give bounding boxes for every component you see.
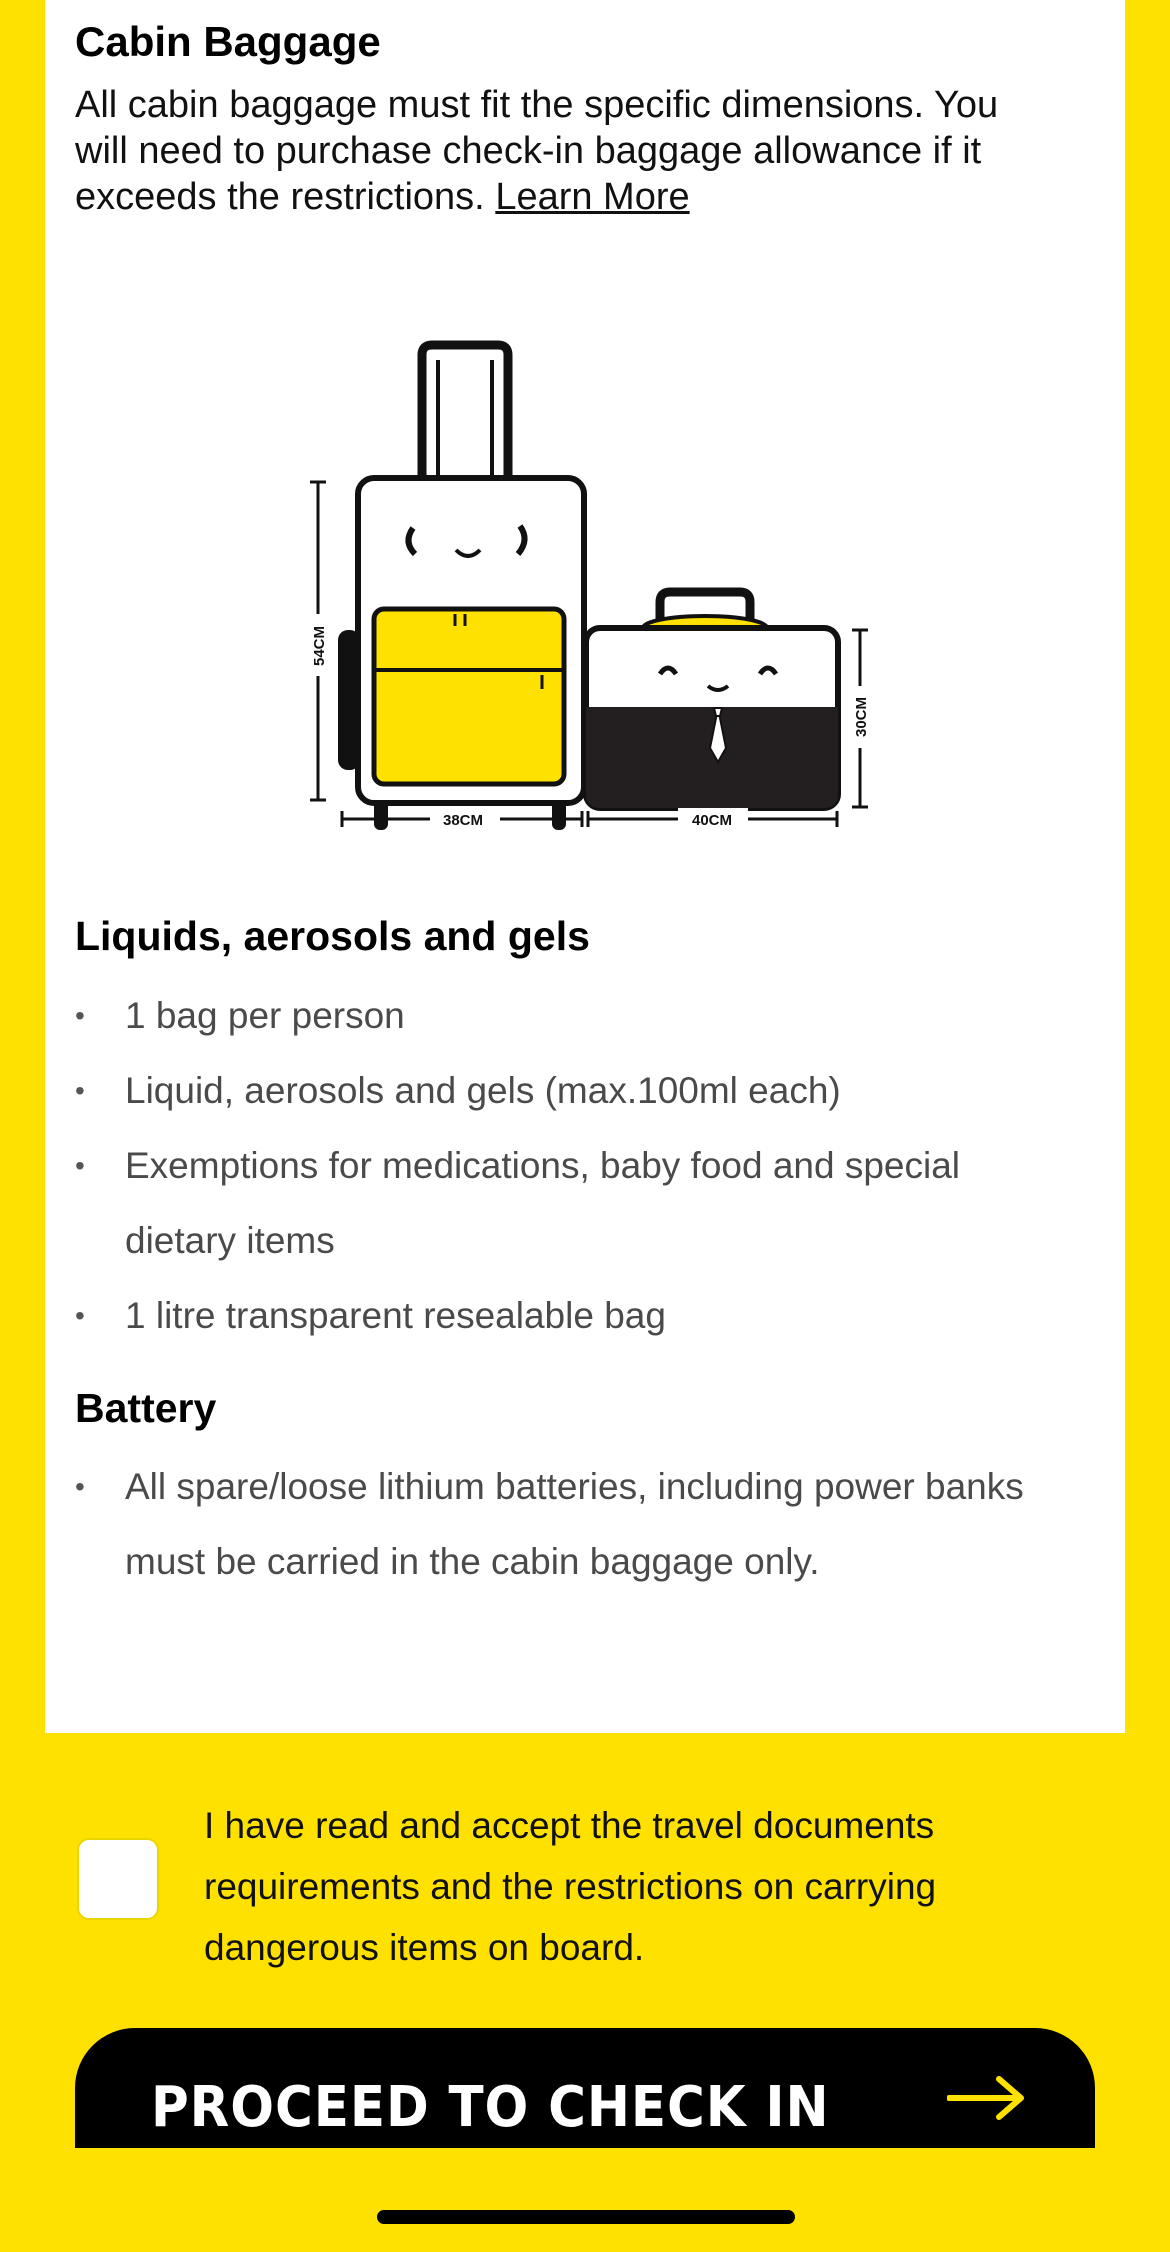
arrow-right-icon [947, 2076, 1025, 2120]
proceed-label: PROCEED TO CHECK IN [151, 2075, 830, 2140]
cabin-baggage-text: All cabin baggage must fit the specific dimensions. You will need to purchase check-in baggage allowance if it exceeds the restrictions. [75, 84, 999, 218]
trolley-suitcase-icon [306, 345, 584, 830]
list-item: • Exemptions for medications, baby food and special dietary items [75, 1128, 1005, 1278]
learn-more-link[interactable]: Learn More [495, 176, 690, 218]
list-item: • 1 litre transparent resealable bag [75, 1278, 1055, 1353]
trolley-width-label: 38CM [442, 812, 484, 829]
cabin-baggage-illustration [270, 330, 890, 840]
bottom-safe-area [0, 2150, 1170, 2252]
accept-terms-row [0, 1795, 1170, 1975]
home-indicator[interactable] [377, 2210, 795, 2224]
battery-list [75, 1449, 1055, 1599]
accept-checkbox[interactable] [77, 1838, 159, 1920]
trolley-height-label: 54CM [311, 625, 328, 667]
cabin-baggage-description [75, 82, 1035, 220]
cabin-baggage-title: Cabin Baggage [75, 18, 381, 65]
bag-height-label: 30CM [853, 696, 870, 738]
list-item: • 1 bag per person [75, 978, 1055, 1053]
proceed-to-check-in-button[interactable] [75, 2028, 1095, 2148]
accept-terms-text: I have read and accept the travel documents requirements and the restrictions on carrying dangerous items on board. [204, 1805, 937, 1968]
battery-title: Battery [75, 1385, 217, 1431]
list-item: • All spare/loose lithium batteries, including power banks must be carried in the cabin baggage only. [75, 1449, 1045, 1599]
list-item: • Liquid, aerosols and gels (max.100ml each) [75, 1053, 1055, 1128]
briefcase-icon [586, 592, 872, 808]
liquids-title: Liquids, aerosols and gels [75, 913, 590, 959]
liquids-list [75, 978, 1055, 1353]
bag-width-label: 40CM [691, 812, 733, 829]
width-dimensions [342, 808, 837, 830]
